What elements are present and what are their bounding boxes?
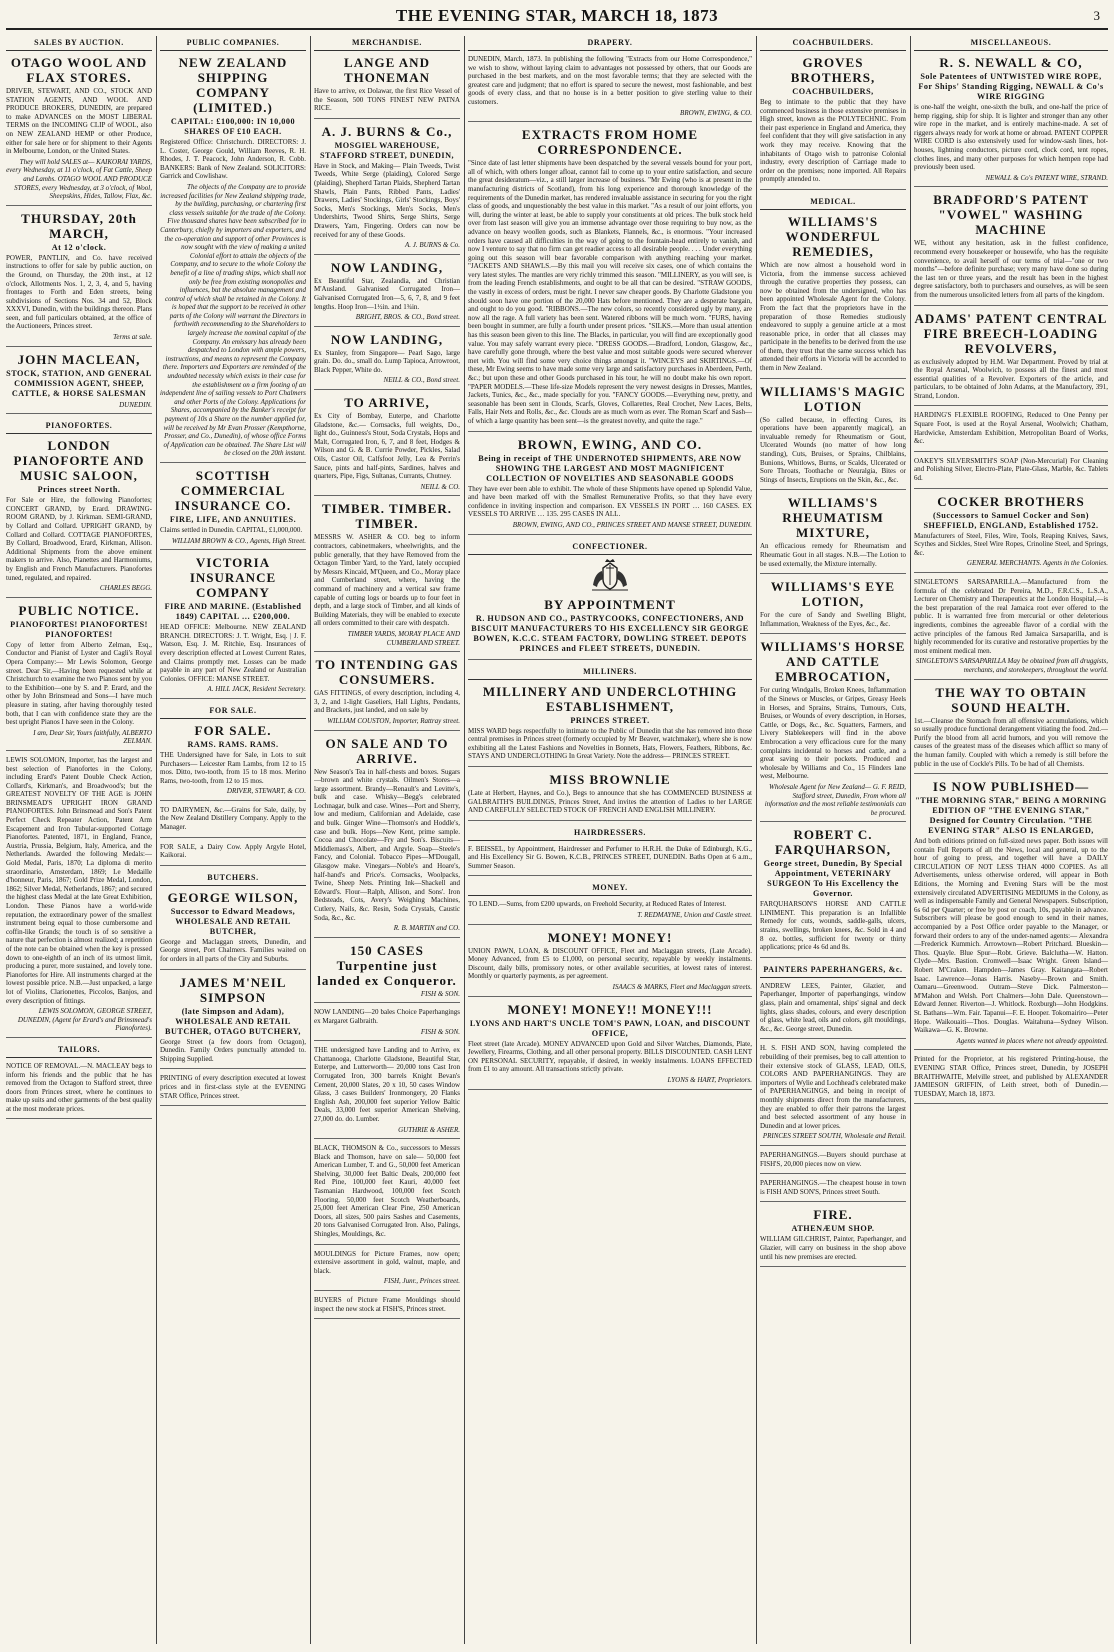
ad-body: is one-half the weight, one-sixth the bulk, and one-half the price of hemp rigging, ship for ship. It is lighter and stronger than any other wire rope in the market, and is entirely machine-made. A set of riggers always ready for work at home or abroad. PATENT COPPER WIRE CORD is also extensively used for window-sash lines, hot-houses, lightning conductors, picture cord, clock cord, tent ropes, clothes lines, and many other purposes for which hempen rope had previously been used. — [914, 103, 1108, 172]
advertisement — [314, 501, 460, 652]
ad-headline: JOHN MACLEAN, — [17, 351, 141, 367]
ad-subheading: FIRE, LIFE, AND ANNUITIES. — [169, 514, 297, 524]
column-6 — [914, 36, 1108, 1644]
ad-signature: FISH & SON. — [420, 1027, 460, 1036]
ad-body: An efficacious remedy for Rheumatism and Rheumatic Gout in all stages. N.B.—The Lotion to be used externally, the Mixture internally. — [760, 542, 906, 568]
ad-subheading: (late Simpson and Adam), WHOLESALE AND RETAIL BUTCHER, OTAGO BUTCHERY, — [165, 1006, 301, 1036]
ad-body: MESSRS W. ASHER & CO. beg to inform contractors, cabinetmakers, wheelwrights, and the public generally, that they have Removed from the Octagon Timber Yard, to the Yard, lately occupied by Messrs Kincaid, M'Queen, and Co., Moray place and Cumberland street, where, having the command of machinery and a vertical saw frame capable of cutting logs or boards up to four feet in depth, and a large stock of Timber, and all kinds of Building Materials, they will be enabled to execute all orders committed to their care with despatch. — [314, 533, 460, 628]
advertisement — [914, 1055, 1108, 1104]
section-heading: MERCHANDISE. — [314, 36, 460, 51]
ad-signature: NEILL & CO. — [420, 482, 460, 491]
advertisement — [160, 1074, 306, 1106]
section-heading: PUBLIC COMPANIES. — [160, 36, 306, 51]
advertisement — [468, 559, 752, 660]
ad-body: SINGLETON'S SARSAPARILLA.—Manufactured from the formula of the celebrated Dr Pereira, M.D., F.R.C.S., L.S.A., Lecturer on Chemistry and Therapeutics at the London Hospital,—is the best preparation of the real Jamaica root ever offered to the public. It is warranted free from mercurial or other deleterious ingredients, combines the agreeable flavor of a cordial with the active principles of the famous Red Jamaica Sarsaparilla, and is highly recommended for its curative and restorative properties by the most eminent medical men. — [914, 578, 1108, 655]
ad-subheading: Sole Patentees of UNTWISTED WIRE ROPE, For Ships' Standing Rigging, NEWALL & Co's WIRE RIGGING — [918, 72, 1104, 101]
ad-headline: BY APPOINTMENT — [544, 596, 676, 612]
ad-signature: A. HILL JACK, Resident Secretary. — [207, 685, 306, 694]
column-3 — [314, 36, 460, 1644]
ad-body: Manufacturers of Steel, Files, Wire, Tools, Reaping Knives, Saws, Scythes and Sickles, Steel Wire Ropes, Crinoline Steel, and Springs, &c. — [914, 531, 1108, 557]
ad-headline: OTAGO WOOL AND FLAX STORES. — [10, 55, 148, 85]
ad-signature: T. REDMAYNE, Union and Castle street. — [637, 911, 752, 920]
masthead-rule — [6, 28, 1108, 30]
advertisement — [914, 311, 1108, 407]
masthead — [0, 0, 1114, 30]
ad-subheading: "THE MORNING STAR," BEING A MORNING EDITION OF "THE EVENING STAR," Designed for Country Circulation. "THE EVENING STAR" ALSO IS ENLARGED, — [915, 796, 1107, 836]
ad-body: Ex Beautiful Star, Zealandia, and Christian M'Ausland. Galvanised Corrugated Iron— Galvanised Corrugated Iron—5, 6, 7, 8, and 9 feet lengths. Hoop Iron—1½in. and 1¾in. — [314, 276, 460, 311]
advertisement — [6, 55, 152, 206]
ad-body: PAPERHANGINGS.—Buyers should purchase at FISH'S, 20,000 pieces now on view. — [760, 1150, 906, 1168]
ad-headline: SCOTTISH COMMERCIAL INSURANCE CO. — [174, 467, 292, 513]
advertisement — [6, 352, 152, 415]
ad-signature: TIMBER YARDS, MORAY PLACE AND CUMBERLAND STREET. — [347, 629, 460, 647]
advertisement — [314, 736, 460, 938]
ad-body: THE undersigned have Landing and to Arrive, ex Chattanooga, Charlotte Gladstone, Beautiful Star, Euterpe, and Lutterworth— 20,000 tons Cast Iron Corrugated Iron, 300 barrels Knight Bevan's Cement, 20,000 Slates, 20 x 10, 50 cases Window Glass, 3 cases Builders' Ironmongery, 20 Flanks English Ash, 200,000 feet superior Yellow Baltic Deals, 33,000 feet superior American Shelving, 27,000 do. do. Lumber. — [314, 1046, 460, 1123]
advertisement — [6, 756, 152, 1038]
ad-headline: ROBERT C. FARQUHARSON, — [774, 827, 892, 858]
advertisement — [760, 55, 906, 190]
ad-signature: Terms at sale. — [113, 333, 152, 342]
section-heading: MEDICAL. — [760, 195, 906, 210]
ad-body: 1st.—Cleanse the Stomach from all offensive accumulations, which so usually produce functional derangement vitiating the food. 2nd.—Purify the blood from all acrid humors, and you will remove the causes of the greatest mass of the diseases which afflict so many of the human family. Coupled with which a remedy is still before the public in the use of Cockle's Pills. To be had of all Chemists. — [914, 716, 1108, 768]
ad-signature: R. B. MARTIN and CO. — [393, 924, 460, 933]
advertisement — [314, 1144, 460, 1245]
advertisement — [760, 384, 906, 491]
ad-signature: BROWN, EWING, & CO. — [680, 108, 752, 117]
ad-subheading: FIRE AND MARINE. (Established 1849) CAPITAL … £200,000. — [164, 602, 302, 622]
ad-headline: 150 CASES Turpentine just landed ex Conqueror. — [317, 942, 457, 988]
ad-body: Registered Office: Christchurch. DIRECTORS: J. L. Coster, George Gould, William Reeves, R. H. Rhodes, J. T. Peacock, John Anderson, R. Cobb. BANKERS: Bank of New Zealand. SOLICITORS: Garrick and Cowlishaw. — [160, 138, 306, 181]
advertisement — [760, 495, 906, 574]
advertisement — [314, 657, 460, 730]
ad-headline: TIMBER. TIMBER. TIMBER. — [322, 501, 452, 532]
ad-body: For curing Windgalls, Broken Knees, Inflammation of the Sinews or Muscles, or Gripes, Greasy Heels in Horses, and Sprains, Strains, Tumours, Cuts, Bruises, or Wounds of every description, in Horses, Cattle, or Dogs, &c., &c. Squatters, Farmers, and Livery Stablekeepers will find in the above Embrocation a very efficacious cure for the many complaints incidental to horses and cattle, and a great saving to their pockets. Produced and wholesale by Williams and Co., 15 Flinders lane west, Melbourne. — [760, 686, 906, 781]
advertisement — [160, 555, 306, 699]
ad-headline: WILLIAMS'S RHEUMATISM MIXTURE, — [782, 495, 884, 541]
advertisement — [760, 214, 906, 379]
ad-signature: ISAACS & MARKS, Fleet and Maclaggan streets. — [612, 983, 752, 992]
advertisement — [914, 55, 1108, 187]
section-heading: MONEY. — [468, 881, 752, 896]
ad-headline: MONEY! MONEY!! MONEY!!! — [507, 1001, 713, 1017]
ad-headline: BRADFORD'S PATENT "VOWEL" WASHING MACHINE — [933, 192, 1089, 238]
advertisement — [314, 943, 460, 1004]
ad-headline: NOW LANDING, — [330, 331, 444, 347]
column-rule — [464, 36, 465, 1644]
ad-signature: A. J. BURNS & Co. — [404, 241, 460, 250]
ad-headline: BROWN, EWING, AND CO. — [517, 436, 703, 452]
advertisement — [468, 684, 752, 767]
ad-body: (So called because, in effecting Cures, its operations have been apparently magical), an invaluable remedy for Rheumatism or Gout, Ulcerated Wounds (no matter of how long standing), Cuts, Bruises, or Sprains, Chilblains, Bunions, Whitlows, Burns, or Scalds, Ulcerated or Sore Throats, Toothache or Neuralgia, Bites or Stings of Insects, Eruptions on the Skin, &c., &c. — [760, 415, 906, 484]
section-heading: PAINTERS PAPERHANGERS, &c. — [760, 963, 906, 978]
ad-headline: LANGE AND THONEMAN — [344, 55, 430, 85]
advertisement — [760, 1044, 906, 1146]
ad-headline: R. S. NEWALL & CO, — [939, 55, 1083, 70]
advertisement — [160, 843, 306, 866]
ad-signature: They will hold SALES at— KAIKORAI YARDS, every Wednesday, at 11 o'clock, of Fat Cattle, Sheep and Lambs. OTAGO WOOL AND PRODUCE STORES, every Wednesday, at 3 o'clock, of Wool, Sheepskins, Hides, Tallow, Flax, &c. — [6, 157, 152, 201]
advertisement — [160, 723, 306, 801]
advertisement — [760, 982, 906, 1040]
royal-arms-icon — [587, 559, 633, 593]
ad-headline: JAMES M'NEIL SIMPSON — [179, 974, 287, 1005]
advertisement — [468, 437, 752, 535]
ad-body: LEWIS SOLOMON, Importer, has the largest and best selection of Pianofortes in the Colony, including Erard's Patent Double Check Action, Collard's, Kirkman's, and Broadwood's; but the GREATEST NOVELTY OF THE AGE is JOHN BRINSMEAD'S UPRIGHT IRON GRAND PIANOFORTES. John Brinsmead and Son's Patent Perfect Check Repeater Action, Patent Arm Escapement and Iron Tubular-supported Cottage Pianofortes. Patented, 1871, in England, France, Austria, Prussia, Belgium, Italy, America, and the Netherlands. Awarded the following Medals:—Gold Medal, Paris, 1870; La diploma di merito straordinario, Amsterdam, 1869; Le Medaille d'honneur, Paris, 1867; Gold Prize Medal, London, 1862; Silver Medal, Netherlands, 1867; and secured the highest class Medal at the late Great Exhibition, London. These Pianos have a world-wide reputation, the extraordinary power of the smallest instrument being equal to those cumbersome and coffin-like Grands; the touch is of so sensitive a nature that perfection is almost realized; a repetition of the note can be obtained when the key is pressed down to one-eighth of an inch of its utmost limit, producing a purer, more sustained, and lovely tone. Pianofortes for Hire. All instruments charged at the lowest possible price. N.B.—Just unpacked, a large lot of Violins, Clarionettes, Piccolos, Banjos, and every description of fittings. — [6, 755, 152, 1005]
advertisement — [468, 845, 752, 877]
ad-signature: The objects of the Company are to provide increased facilities for New Zealand shipping trade, by the building, purchasing, or chartering first class vessels suitable for the trade of the Colony. Five thousand shares have been subscribed for in Canterbury, chiefly by importers and exporters, and the co-operation and support of other Provinces is now sought with the view of making a united Colonial effort to attain the objects of the Company, and to secure to the whole Colony the benefit of a line of trading ships, which shall not only be free from existing monopolies and influences, but the absolute management and control of which shall be retained in the Colony. It is hoped that the support to be received in other parts of the Colony will warrant the Directors in forthwith recommending to the Shareholders to largely increase the nominal capital of the Company. An emissary has already been despatched to London with ample powers, instructions, and means to represent the Company there. Importers and Exporters are reminded of the undoubted necessity which exists in their case for the establishment on a firm footing of an independent line of sailing vessels to Port Chalmers and other Ports of the Colony. Applications for Shares, accompanied by the Banker's receipt for payment of 10s a Share on the number applied for, will be received by Mr Evan Prosser (Kempthorne, Prosser, and Co., Dunedin), of whose office Forms of Application can be obtained. The Share List will be closed on the 20th instant. — [160, 182, 306, 458]
page-number: 3 — [1093, 8, 1100, 23]
advertisement — [314, 1046, 460, 1139]
ad-body: FOR SALE, a Dairy Cow. Apply Argyle Hotel, Kaikorai. — [160, 842, 306, 860]
advertisement — [160, 55, 306, 463]
ad-body: WILLIAM GILCHRIST, Painter, Paperhanger, and Glazier, will carry on business in the shop above until his new premises are erected. — [760, 1235, 906, 1261]
ad-body: TO DAIRYMEN, &c.—Grains for Sale, daily, by the New Zealand Distillery Company. Apply to the Manager. — [160, 805, 306, 832]
ad-headline: MISS BROWNLIE — [549, 771, 671, 787]
ad-body: NOTICE OF REMOVAL.—N. MACLEAY begs to inform his friends and the public that he has removed from the Octagon to Stafford street, three doors from Princes street, where he continues to make up suits and other garments of the best quality at the most moderate prices. — [6, 1061, 152, 1113]
ad-body: George Street (a few doors from Octagon), Dunedin. Family Orders punctually attended to. Shipping Supplied. — [160, 1037, 306, 1063]
ad-signature: Wholesale Agent for New Zealand— G. F. REID, Stafford street, Dunedin, From whom all information and the most reliable testimonials can be procured. — [764, 782, 906, 817]
ad-body: Ex City of Bombay, Euterpe, and Charlotte Gladstone, &c.— Cornsacks, full weights, Do., light do., Guinness's Stout, Soda Crystals, Hops and Malt, Corrugated Iron, 6, 7, and 8 feet, Hodges & Wilson and G. & B. Currie Powder, Pickles, Salad Oils, Castor Oil, Calfsfoot Jelly, Lea & Perrin's Sauce, pints and half-pints, Sardines, halves and quarters, Pipe, Figs, Sultanas, Currants, Chutney. — [314, 412, 460, 481]
ad-body: Printed for the Proprietor, at his registered Printing-house, the EVENING STAR Office, Princes street, Dunedin, by JOSEPH BRAITHWAITE, Melville street, and published by ALEXANDER JAMIESON GRIFFIN, of Leith street, both of Dunedin.—TUESDAY, March 18, 1873. — [914, 1055, 1108, 1098]
ad-headline: WILLIAMS'S EYE LOTION, — [770, 579, 896, 610]
ad-body: "Since date of last letter shipments have been despatched by the several vessels bound for your port, all of which, with others longer afloat, cannot fail to come up to your entire satisfaction, and secure the great desideratum—viz., a still larger increase of business. "Mr Ewing (who is at present in the manufacturing districts of Scotland), from his long experience and thorough knowledge of the requirements of the Dunedin market, has rendered invaluable assistance in securing for you the right class of goods, and unquestionably the best value in this market. "As a result of our joint efforts, you will, during the winter at least, be able to supply your constituents at old prices. The bulk stock held over from last season will give you an immense advantage over those requiring to buy now, as the advance on heavy woollen goods, such as Blankets, Flannels, &c., is enormous. "Your increased orders have caused all difficulties in the way of going to the fountain-head entirely to vanish, and now I venture to say that no firm can get readier access to all desirable people. . . . Under everything going out this season will bear favorable comparison with anything reaching your market. "JACKETS AND SHAWLS.—By this mail you will receive six cases, one of which contains the very latest styles. The mantles are very richly trimmed this season. "MILLINERY, as you will see, is from the leading French establishments, and ought to be all that can be desired. "STRAW GOODS, the vastly in excess of orders, must be right. I never saw cheaper goods. By Charlotte Gladstone you should soon have one portion of the 20,000 Hats before mentioned. They are a desperate bargain, and ought to do you good. "RIBBONS.—The new colors, so recently considered ugly by many, are now all the rage. A full variety has been sent. Watered ribbons will be much worn. "FURS, having been bought in summer, are fully a fourth under present prices. "SILKS.—More than usual attention has this season been given to this line. The Blacks, in particular, you will find are exceptionally good value. You may safely warrant every piece. "DRESS GOODS.—Bradford, London, Glasgow, &c., have carefully gone through, where the best value and most suitable goods were secured wherever met with. You will find some very choice things amongst it. "WINCEYS and SKIRTINGS.—Of these, Mr Ewing seems to have made some very large and satisfactory purchases in Aberdeen, Perth, &c.; but upon these and other Goods purchased in his tour, he will no doubt make his own report. "PAPER MODELS.—These life-size Models represent the very newest designs in Dresses, Mantles, Jackets, Tunics, &c., &c., made specially for you. "FANCY GOODS.—Everything new, pretty, and seasonable has been sent in Clouds, Scarfs, Gloves, Collarettes, Real Crochet, New Laces, Belts, Falls, Hair Nets and Rolls, &c., &c. Clouds are as much worn as ever. The Roman Scarf and Sash—of which a large quantity has been sent—is the greatest novelty, and quite the rage." — [468, 159, 752, 425]
advertisement — [314, 55, 460, 119]
advertisement — [760, 827, 906, 958]
ad-body: New Season's Tea in half-chests and boxes. Sugars—brown and white crystals. Oilmen's Stores—a large assortment. Brandy—Renault's and Levitte's, bulk and case. Whisky—Begg's celebrated Lochnagar, bulk and case. Wines—Port and Sherry, low and medium, Californian and Adelaide, case and bulk. Ginger Wine—Thomson's and Hoddle's, case and bulk. Hops—New Kent, prime sample. Cocoa and Chocolate—Fry and Son's. Biscuits—Middlemass's, Albert, and Argyle. Soap—Steele's Fancy, and Colonial. Tobacco Pipes—M'Dougall, Glasgow make. Vinegars—Noble's and Hoare's, half-hand's and Price's. Cornsacks, Woolpacks, Twine, Sheep Nets. Printing Ink—Shackell and Edward's. Flour—Ralph, Allison, and Sons'. Iron Bedsteads, Cots, Avery's Weighing Machines, Cutlery, Nails, &c. Resin, Soda Crystals, Caustic Soda, &c., &c. — [314, 767, 460, 922]
ad-subheading: STOCK, STATION, AND GENERAL COMMISSION AGENT, SHEEP, CATTLE, & HORSE SALESMAN — [6, 368, 152, 398]
ad-body: Beg to intimate to the public that they have commenced business in those extensive premises in High street, known as the POLYTECHNIC. From their past experience in England and America, they feel confident that they will give satisfaction in any work they may receive. Knowing that the inhabitants of Otago wish to patronise Colonial industry, every description of Carriage made to order on the premises; none imported. All Repairs promptly attended to. — [760, 98, 906, 184]
section-heading: SALES BY AUCTION. — [6, 36, 152, 51]
advertisement — [760, 639, 906, 822]
section-heading: FOR SALE. — [160, 704, 306, 719]
ad-headline: GEORGE WILSON, — [167, 889, 299, 905]
ad-body: GAS FITTINGS, of every description, including 4, 3, 2, and 1-light Gaseliers, Hall Lights, Pendants, and Brackets, just landed, and on sale by — [314, 689, 460, 715]
ad-signature: I am, Dear Sir, Yours faithfully, ALBERTO ZELMAN. — [33, 728, 152, 746]
ad-headline: WILLIAMS'S HORSE AND CATTLE EMBROCATION, — [760, 639, 906, 685]
ad-headline: WILLIAMS'S MAGIC LOTION — [760, 383, 906, 414]
ad-body: TO LEND.—Sums, from £200 upwards, on Freehold Security, at Reduced Rates of Interest. — [468, 900, 727, 909]
ad-signature: BRIGHT, BROS. & CO., Bond street. — [355, 313, 460, 322]
ad-body: BLACK, THOMSON & Co., successors to Messrs Black and Thomson, have on sale— 50,000 feet American Lumber, T. and G., 50,000 feet American Shelving, 30,000 feet Baltic Deals, 200,000 feet Red Pine, 100,000 feet Kauri, 40,000 feet Tasmanian Hardwood, 100,000 feet Scotch Flooring, 50,000 feet Scotch Weatherboards, 25,000 feet American Clear Pine, 250 American Doors, all sizes, 500 pairs Sashes and Casements, 20 tons Galvanised Corrugated Iron. Also, Palings, Shingles, Mouldings, &c. — [314, 1144, 460, 1239]
ad-body: as exclusively adopted by H.M. War Department. Proved by trial at the Royal Arsenal, Woolwich, to possess all the finest and most essential qualities of a Revolver. Exporters of the article, and particulars, to be obtained of John Adams, at the Manufactory, 391, Strand, London. — [914, 357, 1108, 400]
ad-subheading: LYONS AND HART'S UNCLE TOM'S PAWN, LOAN, and DISCOUNT OFFICE, — [469, 1018, 751, 1038]
crest — [468, 559, 752, 593]
ad-body: NOW LANDING—20 bales Choice Paperhangings ex Margaret Galbraith. — [314, 1008, 460, 1025]
advertisement — [914, 411, 1108, 451]
ad-subheading: R. HUDSON AND CO., PASTRYCOOKS, CONFECTIONERS, AND BISCUIT MANUFACTURERS TO HIS EXCELLENCY SIR GEORGE BOWEN, K.C.C. STEAM FACTORY, DOWLING STREET. DEPOTS PRINCES and FLEET STREETS, DUNEDIN. — [471, 613, 749, 653]
ad-headline: A. J. BURNS & Co., — [321, 123, 453, 139]
column-5 — [760, 36, 906, 1644]
ad-body: Copy of letter from Alberto Zelman, Esq., Conductor and Pianist of Lyster and Cagli's Royal Opera Company:— Mr Lewis Solomon, George street. Dear Sir,—Having been requested while at Christchurch to examine the two Pianos sent by you to the Exhibition—one by S. and P. Erard, and the other by John Brinsmead and Sons—I have much pleasure in stating, after having thoroughly tested both, that I can with confidence state they are the best upright Pianos I have seen in the Colony. — [6, 640, 152, 727]
ad-subheading: (Successors to Samuel Cocker and Son) SHEFFIELD, ENGLAND, Established 1752. — [923, 510, 1099, 530]
section-heading: MILLINERS. — [468, 665, 752, 680]
section-heading: MISCELLANEOUS. — [914, 36, 1108, 51]
column-4 — [468, 36, 752, 1644]
advertisement — [468, 930, 752, 997]
ad-body: Fleet street (late Arcade). MONEY ADVANCED upon Gold and Silver Watches, Diamonds, Plate, Jewellery, Firearms, Clothing, and all other personal property. BILLS DISCOUNTED. CASH LENT ON PERSONAL SECURITY, repayable, if desired, in weekly instalments. LOANS EFFECTED from £1 to any amount. All transactions strictly private. — [468, 1039, 752, 1074]
ad-subheading: CAPITAL: £100,000: IN 10,000 SHARES OF £10 EACH. — [170, 117, 296, 136]
ad-signature: NEILL & CO., Bond street. — [383, 376, 460, 385]
ad-headline: TO INTENDING GAS CONSUMERS. — [315, 657, 459, 688]
ad-body: Have to arrive, ex Dolawar, the first Rice Vessel of the Season, 500 TONS FINEST NEW PATNA RICE. — [314, 87, 460, 113]
ad-signature: NEWALL & Co's PATENT WIRE, STRAND. — [985, 173, 1108, 182]
ad-subheading: COACHBUILDERS, — [792, 87, 874, 96]
ad-body: George and Maclaggan streets, Dunedin, and George street, Port Chalmers. Families waited on for orders in all parts of the City and Suburbs. — [160, 937, 306, 964]
advertisement — [6, 603, 152, 751]
ad-subheading: George street, Dunedin, By Special Appointment, VETERINARY SURGEON To His Excellency the Governor. — [763, 859, 903, 899]
ad-headline: ON SALE AND TO ARRIVE. — [325, 735, 449, 766]
ad-subheading: PIANOFORTES! PIANOFORTES! PIANOFORTES! — [10, 619, 148, 639]
advertisement — [914, 192, 1108, 305]
ad-body: DRIVER, STEWART, AND CO., STOCK AND STATION AGENTS, AND WOOL AND PRODUCE BROKERS, DUNEDIN, are prepared to make ADVANCES on the MOST LIBERAL TERMS on the INCOMING CLIP of WOOL, also on NEW ZEALAND HEMP or other Produce, either for sale here or for shipment to their Agents in Melbourne, London, or the United States. — [6, 87, 152, 156]
ad-signature: WILLIAM BROWN & CO., Agents, High Street. — [171, 536, 306, 545]
ad-subheading: ATHENÆUM SHOP. — [791, 1224, 875, 1234]
ad-headline: WILLIAMS'S WONDERFUL REMEDIES, — [785, 213, 881, 259]
ad-headline: NEW ZEALAND SHIPPING COMPANY (LIMITED.) — [178, 55, 288, 115]
ad-signature: BROWN, EWING, AND CO., PRINCES STREET AND MANSE STREET, DUNEDIN. — [512, 520, 752, 529]
ad-body: THE Undersigned have for Sale, in Lots to suit Purchasers— Leicester Ram Lambs, from 12 to 15 mos. Ditto, two-tooth, from 15 to 18 mos. Merino Rams, two-tooth, from 12 to 15 mos. — [160, 750, 306, 785]
ad-signature: DRIVER, STEWART, & CO. — [226, 787, 306, 796]
ad-signature: FISH, Junr., Princes street. — [383, 1277, 460, 1286]
advertisement — [6, 438, 152, 598]
ad-body: Claims settled in Dunedin. CAPITAL, £1,000,000. — [160, 525, 303, 534]
ad-headline: THURSDAY, 20th MARCH, — [21, 210, 137, 241]
masthead-title: THE EVENING STAR, MARCH 18, 1873 — [395, 6, 719, 25]
ad-signature: DUNEDIN. — [119, 400, 152, 409]
ad-subheading: Successor to Edward Meadows, WHOLESALE AND RETAIL BUTCHER, — [170, 906, 296, 936]
ad-body: PAPERHANGINGS.—The cheapest house in town is FISH AND SON'S, Princes street South. — [760, 1179, 906, 1196]
ad-body: ANDREW LEES, Painter, Glazier, and Paperhanger, Importer of paperhangings, window glass, plain and ornamental, ships' signal and deck lights, glass shades, colours, and every description of glass, white lead, oils and colors, gilt mouldings, &c., &c. George street, Dunedin. — [760, 981, 906, 1033]
advertisement — [6, 1062, 152, 1120]
section-heading: DRAPERY. — [468, 36, 752, 51]
ad-body: H. S. FISH AND SON, having completed the rebuilding of their premises, beg to call attention to their extensive stock of GLASS, LEAD, OILS, COLORS AND PAPERHANGINGS. They are importers of Wylie and Lochhead's celebrated make of PAPERHANGINGS, and being in receipt of monthly shipments direct from the manufacturers, they are enabled to offer their patrons the largest and best selected assortment of any house in Dunedin and at lower prices. — [760, 1044, 906, 1130]
ad-body: UNION PAWN, LOAN, & DISCOUNT OFFICE, Fleet and Maclaggan streets, (Late Arcade). Money Advanced, from £5 to £1,000, on personal security, repayable by weekly instalments. Discount, daily bills, promissory notes, or other available securities, at lowest rates of interest. Monthly or quarterly payments, as per agreement. — [468, 946, 752, 981]
column-rule — [310, 36, 311, 1644]
advertisement — [914, 685, 1108, 775]
ad-subheading: Princes street North. — [37, 485, 121, 495]
section-heading: CONFECTIONER. — [468, 540, 752, 555]
ad-body: POWER, PANTLIN, and Co. have received instructions to offer for sale by public auction, on the Ground, on Thursday, the 20th inst., at 12 o'clock, Allotments Nos. 1, 2, 3, 4, and 5, having frontages to Forth and Eden streets, being subdivisions of Sections Nos. 34 and 52, Block XXXVI, Dunedin, with the buildings thereon. Plans seen, and full particulars obtained, at the office of the Auctioneers, Princes street. — [6, 253, 152, 331]
ad-signature: LYONS & HART, Proprietors. — [667, 1076, 752, 1084]
ad-subheading: Being in receipt of THE UNDERNOTED SHIPMENTS, ARE NOW SHOWING THE LARGEST AND MOST MAGNIFICENT COLLECTION OF NOVELTIES AND SEASONABLE GOODS — [478, 453, 742, 483]
ad-body: They have ever been able to exhibit. The whole of these Shipments have opened up Splendid Value, and have been marked off with the Smallest Remunerative Profits, so that they have every confidence in inviting inspection and comparison. EX VESSELS IN PORT … 160 CASES. EX VESSELS TO ARRIVE … 135. 295 CASES IN ALL. — [468, 484, 752, 519]
advertisement — [314, 332, 460, 390]
advertisement — [468, 772, 752, 821]
ad-headline: PUBLIC NOTICE. — [18, 602, 140, 618]
advertisement — [160, 468, 306, 550]
ad-headline: FOR SALE. — [194, 722, 272, 738]
advertisement — [468, 1002, 752, 1090]
ad-subheading: RAMS. RAMS. RAMS. — [187, 739, 279, 749]
ad-headline: MILLINERY AND UNDERCLOTHING ESTABLISHMENT, — [482, 683, 738, 714]
ad-body: F. BEISSEL, by Appointment, Hairdresser and Perfumer to H.R.H. the Duke of Edinburgh, K.G., and His Excellency Sir G. Bowen, K.C.B., PRINCES STREET, DUNEDIN. Baths Open at 6 a.m., Summer Season. — [468, 844, 752, 870]
advertisement — [914, 779, 1108, 1050]
section-heading: BUTCHERS. — [160, 871, 306, 886]
ad-signature: GENERAL MERCHANTS. Agents in the Colonies. — [966, 559, 1108, 568]
advertisement — [160, 890, 306, 970]
ad-subheading: At 12 o'clock. — [51, 242, 107, 252]
section-heading: COACHBUILDERS. — [760, 36, 906, 51]
advertisement — [468, 55, 752, 122]
ad-signature: FISH & SON. — [420, 989, 460, 998]
ad-headline: GROVES BROTHERS, — [790, 55, 876, 85]
ad-body: Which are now almost a household word in Victoria, from the immense success achieved through the curative properties they possess, can now be obtained from the undersigned, who has been appointed Wholesale Agent for the Colony. From the fact that the proprietors have in the preparation of those Remedies studiously endeavored to supply a genuine article at a most reasonable price, in order that all classes may participate in the benefits to be derived from the use of them, they trust that the same success which has attended their efforts in Victoria will be accorded to them in New Zealand. — [760, 260, 906, 373]
advertisement — [760, 1151, 906, 1174]
ad-body: WE, without any hesitation, ask in the fullest confidence, recommend every housekeeper or housewife, who has the requisite convenience, to avail herself of our terms of trial—"one or two months"—before definite purchase; very many have done so during the last ten or three years, and the result has been in the highest degree satisfactory, both to purchasers and ourselves, as will be seen from the numerous unsolicited letters from all parts of the kingdom. — [914, 239, 1108, 299]
ad-body: HEAD OFFICE: Melbourne. NEW ZEALAND BRANCH. DIRECTORS: J. T. Wright, Esq. | J. F. Watson, Esq. J. M. Ritchie, Esq. Insurances of every description effected at Lowest Current Rates, and Claims promptly met. Losses can be made payable in any part of New Zealand or Australian Colonies. OFFICE: MANSE STREET. — [160, 623, 306, 683]
ad-body: Ex Stanley, from Singapore— Pearl Sago, large grain. Do. do., small do. Lump Tapioca, Arrowroot, Black Pepper, White do. — [314, 348, 460, 374]
section-heading: HAIRDRESSERS. — [468, 826, 752, 841]
ad-headline: MONEY! MONEY! — [547, 929, 673, 945]
advertisement — [760, 1207, 906, 1267]
column-1 — [6, 36, 152, 1644]
ad-headline: IS NOW PUBLISHED— — [932, 779, 1090, 795]
advertisement — [760, 579, 906, 634]
ad-body: And both editions printed on full-sized news paper. Both issues will contain Full Reports of all the News, local and general, up to the hour of going to press, and together will have a DAILY CIRCULATION OF NOT LESS THAN 4000 COPIES. As all Advertisements, unless otherwise ordered, will appear in Both Editions, the Morning and Evening Stars will be the most extensively circulated ADVERTISING MEDIUMS in the Colony, as well as indispensable Family and General Newspapers. Subscription, 6s 6d per Quarter; or free by post or coach, 10s, payable in advance. Subscribers will please be good enough to send in their names, accompanied by a Post Office order payable to the Manager, or forward their orders to any of the under-named agents:— Alexandra—Frederick Kummich. Arrowtown—Robert Pritchard. Blueskin—Thos. Quayle. Blue Spur—Robt. Grieve. Balclutha—W. Hatton. Clyde—Mrs. Bastion. Cromwell—Isaac Wright. Green Island—Robert M'Craken. Hampden—James Gray. Kaitangata—Robert Isaac. Lawrence—Jonas Harris. Naseby—Brown and Smith. Oamaru—Greenwood. Outram—Steve Dick. Palmerston—M'Mahon and Welsh. Port Chalmers—John Dale. Queenstown—Edward Jenner. Riverton—J. Whitlock. Roxburgh—John Hodgkins. St. Bathans—Wm. Fair. Tapanui—F. E. Hooper. Tokomairiro—Peter Hope. Waikouaiti—Thos. Douglas. Waitahuna—Sydney Wilson. Waikawa—G. K. Browne. — [914, 837, 1108, 1035]
ad-headline: ADAMS' PATENT CENTRAL FIRE BREECH-LOADING REVOLVERS, — [914, 310, 1108, 356]
ad-body: (Late at Herbert, Haynes, and Co.), Begs to announce that she has COMMENCED BUSINESS at GALBRAITH'S BUILDINGS, Princes Street, And invites the attention of Ladies to her LARGE AND CAREFULLY SELECTED STOCK OF FRENCH AND ENGLISH MILLINERY. — [468, 788, 752, 815]
advertisement — [314, 1008, 460, 1041]
advertisement — [314, 260, 460, 327]
ad-signature: GUTHRIE & ASHER. — [398, 1125, 460, 1134]
ad-body: MISS WARD begs respectfully to intimate to the Public of Dunedin that she has removed into those central premises in Princes street (formerly occupied by Mr Beaver, watchmaker), where she is now exhibiting all the Latest Fashions and Novelties in Bonnets, Hats, Flowers, Feathers, Ribbons, &c. STAYS AND UNDERCLOTHING In Great Variety. Note the address— PRINCES STREET. — [468, 726, 752, 761]
section-heading: PIANOFORTES. — [6, 419, 152, 434]
ad-subheading: MOSGIEL WAREHOUSE, STAFFORD STREET, DUNEDIN, — [319, 140, 455, 160]
advertisement — [314, 1250, 460, 1291]
advertisement — [760, 1179, 906, 1202]
ad-headline: THE WAY TO OBTAIN SOUND HEALTH. — [935, 684, 1087, 715]
ad-signature: LEWIS SOLOMON, GEORGE STREET, DUNEDIN, (Agent for Erard's and Brinsmead's Pianofortes). — [17, 1007, 152, 1033]
ad-body: For the cure of Sandy and Swelling Blight, Inflammation, Weakness of the Eyes, &c., &c. — [760, 611, 906, 628]
advertisement — [914, 494, 1108, 573]
ad-headline: LONDON PIANOFORTE AND MUSIC SALOON, — [13, 438, 145, 484]
ad-signature: CHARLES BEGG. — [99, 584, 152, 593]
ad-headline: VICTORIA INSURANCE COMPANY — [189, 555, 277, 601]
ad-body: PRINTING of every description executed at lowest prices and in first-class style at the EVENING STAR Office, Princes street. — [160, 1074, 306, 1100]
advertisement — [160, 975, 306, 1070]
ad-signature: PRINCES STREET SOUTH, Wholesale and Retail. — [762, 1132, 906, 1141]
ad-headline: EXTRACTS FROM HOME CORRESPONDENCE. — [521, 127, 699, 158]
advertisement — [468, 900, 752, 924]
ad-headline: COCKER BROTHERS — [937, 493, 1085, 509]
ad-subheading: PRINCES STREET. — [570, 715, 650, 725]
ad-body: BUYERS of Picture Frame Mouldings should inspect the new stock at FISH'S, Princes street. — [314, 1296, 460, 1313]
section-heading: TAILORS. — [6, 1043, 152, 1058]
advertisement — [160, 806, 306, 838]
column-rule — [156, 36, 157, 1644]
ad-body: HARDING'S FLEXIBLE ROOFING, Reduced to One Penny per Square Foot, is used at the Royal Arsenal, Woolwich; Chatham, Hardwicke, Amsterdam Exhibition, Metropolitan Board of Works, &c. — [914, 411, 1108, 446]
column-2 — [160, 36, 306, 1644]
ad-body: OAKEY'S SILVERSMITH'S SOAP (Non-Mercurial) For Cleaning and Polishing Silver, Electro-Plate, Plate-Glass, Marble, &c. Tablets 6d. — [914, 456, 1108, 483]
advertisement — [314, 1296, 460, 1319]
column-rule — [756, 36, 757, 1644]
ad-headline: TO ARRIVE, — [344, 395, 430, 411]
ad-signature: SINGLETON'S SARSAPARILLA May be obtained from all druggists, merchants, and storekeepers, throughout the world. — [915, 657, 1108, 674]
ad-body: Have in Stock, and Making— Plain Tweeds, Twist Tweeds, White Serge (plaiding), Colored Serge (plaiding), Shepherd Tartan Plaids, Shepherd Tartan Shawls, Plain Pants, Ribbed Pants, Ladies' Drawers, Ladies' Stockings, Girls' Stockings, Boys' Socks, Men's Stockings, Men's Socks, Men's Undershirts, Twood Shirts, Serge Shirts, Serge Drawers, Yarn, Fingering. Orders can now be received for any of these Goods. — [314, 161, 460, 239]
ad-signature: WILLIAM COUSTON, Importer, Rattray street. — [327, 716, 460, 725]
ad-headline: FIRE. — [813, 1207, 853, 1223]
advertisement — [468, 127, 752, 431]
ad-body: FARQUHARSON'S HORSE AND CATTLE LINIMENT. This preparation is an Infallible Remedy for cuts, wounds, saddle-galls, ulcers, strains, swellings, broken knees, &c. Sold in 4 and 8 oz. bottles, sufficient for twenty or thirty applications; price 4s 6d and 8s. — [760, 900, 906, 952]
advertisement — [314, 395, 460, 496]
ad-body: For Sale or Hire, the following Pianofortes; CONCERT GRAND, by Erard. DRAWING-ROOM GRAND, by J. Kirkman. SEMI-GRAND, by Collard and Collard. UPRIGHT GRAND, by Collard and Collard. COTTAGE PIANOFORTES, By Collard, Broadwood, Erard, Kirkman, Allison. Additional Shipments from the above eminent makers to arrive. Also, Pianettes and Harmoniums, by English and French Manufacturers. Pianofortes tuned, regulated, and repaired. — [6, 496, 152, 582]
ad-signature: Agents wanted in places where not already appointed. — [956, 1036, 1108, 1045]
ad-body: DUNEDIN, March, 1873. In publishing the following "Extracts from our Home Correspondence," we wish to show, without laying claim to advantages not possessed by others, that our Goods are purchased in the best markets, and on the most favorable terms; that they are selected with the greatest care and judgment; that no effort is spared to secure the newest, most fashionable, and best goods of every class, and that no house is in a better position to give sterling value to their customers. — [468, 55, 752, 106]
ad-headline: NOW LANDING, — [330, 259, 444, 275]
advertisement — [314, 124, 460, 255]
advertisement — [914, 578, 1108, 680]
column-rule — [910, 36, 911, 1644]
advertisement — [914, 457, 1108, 489]
advertisement — [6, 211, 152, 347]
ad-body: MOULDINGS for Picture Frames, now open; extensive assortment in gold, walnut, maple, and black. — [314, 1249, 460, 1275]
